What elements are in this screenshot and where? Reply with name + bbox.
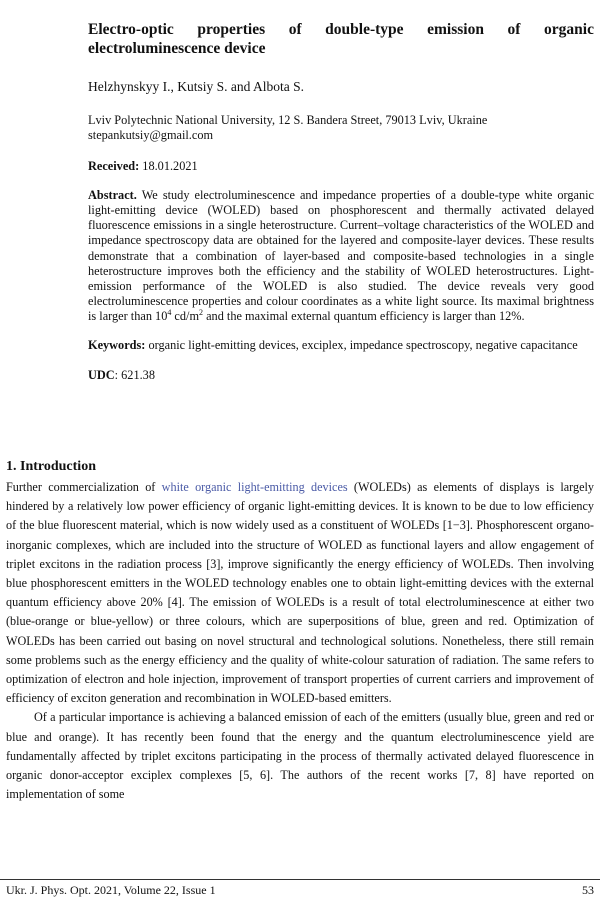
abstract-sup-2: 2 (199, 308, 204, 318)
p1-before: Further commercialization of (6, 480, 162, 494)
paper-title: Electro-optic properties of double-type emission of organic electroluminescence device (88, 21, 594, 57)
affiliation: Lviv Polytechnic National University, 12 S. Bandera Street, 79013 Lviv, Ukraine (88, 113, 488, 127)
intro-paragraph-1 (6, 478, 594, 708)
section-title: 1. Introduction (6, 459, 96, 474)
keywords-label: Keywords: (88, 338, 146, 353)
abstract-label: Abstract. (88, 188, 137, 202)
intro-paragraph-2: Of a particular importance is achieving a balanced emission of each of the emitters (usually blue, green and red or blue and orange). It has recently been found that the energy and the quantum electroluminescence yield are fundamentally affected by triplet excitons participating in the process of thermally activated delayed fluorescence in organic donor-acceptor exciplex complexes [5, 6]. The authors of the recent works [7, 8] have reported on implementation of some (6, 710, 594, 802)
udc (88, 368, 594, 383)
footer-divider (0, 879, 600, 880)
abstract-text-2: cd/m (171, 309, 200, 324)
article-header (88, 20, 594, 383)
received-line (88, 159, 594, 174)
page-footer (6, 883, 594, 898)
keywords-text: organic light-emitting devices, exciplex, impedance spectroscopy, negative capacitance (148, 338, 578, 353)
p1-after: (WOLEDs) as elements of displays is largely hindered by a relatively low power efficiency of organic light-emitting devices. It is known to be due to low efficiency of the blue fluorescent material, which is now widely used as a constituent of WOLEDs [1−3]. Phosphorescent organo-inorganic complexes, which are included into the structure of WOLED as functional layers and allow engagement of triplet excitons in the radiation process [3], improve significantly the energy efficiency of WOLEDs. Then involving blue phosphorescent emitters in the WOLED technology enables one to obtain light-emitting devices with the external quantum efficiency above 20% [4]. The emission of WOLEDs is a result of total electroluminescence at either two (blue-orange or blue-yellow) or three colours, which are superpositions of blue, green and red. Optimization of WOLEDs has been carried out basing on novel structural and technological solutions. Nonetheless, there still remain some problems such as the energy efficiency and the quality of white-colour saturation of radiation. The same refers to optimization of electron and hole injection, improvement of transport properties of current carriers and improvement of efficiency of exciton generation and recombination in WOLED-based emitters. (6, 480, 595, 706)
authors: Helzhynskyy I., Kutsiy S. and Albota S. (88, 79, 304, 94)
udc-label: UDC (88, 367, 115, 382)
udc-value: : 621.38 (114, 367, 155, 382)
p1-link[interactable]: white organic light-emitting devices (161, 480, 348, 494)
abstract (88, 188, 594, 324)
abstract-sup-1: 4 (167, 308, 172, 318)
journal-citation: Ukr. J. Phys. Opt. 2021, Volume 22, Issue 1 (6, 883, 216, 897)
abstract-text-1: We study electroluminescence and impedance properties of a double-type white organic light-emitting device (WOLED) based on phosphorescent and thermally activated delayed fluorescence emissions in a single heterostructure. Current–voltage characteristics of the WOLED and impedance spectroscopy data are obtained for the layered and composite-layer devices. These results demonstrate that a combination of layer-based and composite-based technologies in a single heterostructure improves both the efficiency and the stability of WOLED heterostructures. Light-emission performance of the WOLED is also studied. The device reveals very good electroluminescence properties and colour coordinates as a white light source. Its maximal brightness is larger than 10 (88, 188, 594, 324)
received-date: 18.01.2021 (142, 159, 198, 173)
email: stepankutsiy@gmail.com (88, 128, 214, 142)
page-number: 53 (582, 883, 594, 897)
introduction-section (6, 459, 594, 804)
keywords (88, 338, 594, 353)
affiliation-block (88, 113, 594, 143)
received-label: Received: (88, 159, 140, 173)
abstract-text-3: and the maximal external quantum efficiency is larger than 12%. (203, 309, 525, 324)
